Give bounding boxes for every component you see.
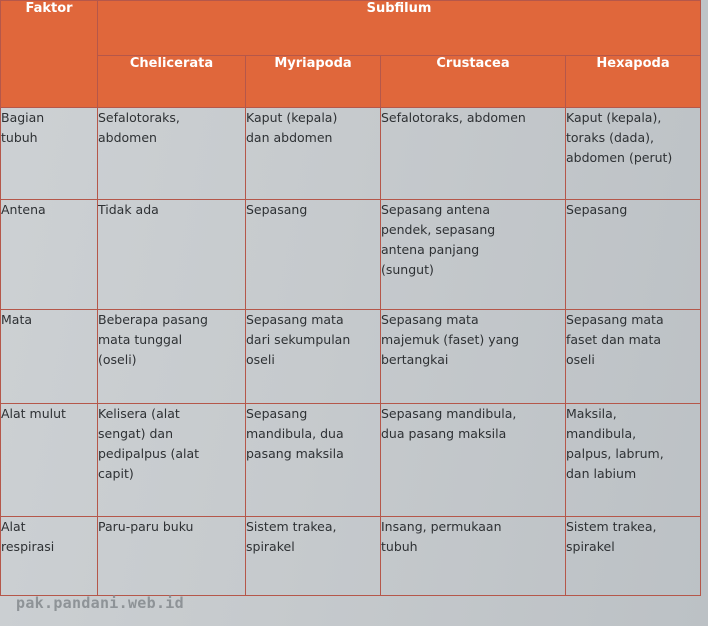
cell-line: oseli <box>246 352 275 367</box>
column-header: Chelicerata <box>98 56 246 108</box>
table-cell <box>246 310 381 404</box>
cell-line: pedipalpus (alat <box>98 446 200 461</box>
table-row <box>1 108 701 200</box>
cell-line: Alat <box>1 519 26 534</box>
cell-line: dan labium <box>566 466 637 481</box>
cell-line: majemuk (faset) yang <box>381 332 520 347</box>
table-cell <box>98 404 246 517</box>
factor-cell <box>1 200 98 310</box>
factor-cell <box>1 108 98 200</box>
table-cell <box>566 108 701 200</box>
table-row <box>1 517 701 596</box>
cell-line: Sepasang mata <box>381 312 479 327</box>
cell-line: palpus, labrum, <box>566 446 664 461</box>
cell-line: Bagian <box>1 110 45 125</box>
cell-line: Sepasang mandibula, <box>381 406 517 421</box>
cell-line: capit) <box>98 466 134 481</box>
table-cell <box>246 404 381 517</box>
cell-line: Tidak ada <box>98 202 159 217</box>
cell-line: mandibula, <box>566 426 637 441</box>
table-cell <box>381 310 566 404</box>
cell-line: pendek, sepasang <box>381 222 496 237</box>
cell-line: (sungut) <box>381 262 434 277</box>
cell-line: Mata <box>1 312 33 327</box>
cell-line: toraks (dada), <box>566 130 654 145</box>
cell-line: mata tunggal <box>98 332 183 347</box>
column-header: Myriapoda <box>246 56 381 108</box>
cell-line: Sepasang <box>566 202 628 217</box>
table-cell <box>98 517 246 596</box>
cell-line: Alat mulut <box>1 406 66 421</box>
table-cell <box>566 404 701 517</box>
table-cell <box>246 200 381 310</box>
cell-line: tubuh <box>381 539 418 554</box>
table-row <box>1 200 701 310</box>
cell-line: Kelisera (alat <box>98 406 180 421</box>
cell-line: spirakel <box>246 539 295 554</box>
cell-line: Paru-paru buku <box>98 519 194 534</box>
cell-line: antena panjang <box>381 242 480 257</box>
table-cell <box>98 310 246 404</box>
cell-line: oseli <box>566 352 595 367</box>
column-header: Hexapoda <box>566 56 701 108</box>
cell-line: Sefalotoraks, <box>98 110 180 125</box>
table-cell <box>381 517 566 596</box>
table-cell <box>98 108 246 200</box>
cell-line: Maksila, <box>566 406 617 421</box>
cell-line: Sepasang mata <box>246 312 344 327</box>
cell-line: Sistem trakea, <box>246 519 337 534</box>
factor-cell <box>1 404 98 517</box>
table-row <box>1 310 701 404</box>
cell-line: Sefalotoraks, abdomen <box>381 110 526 125</box>
cell-line: Beberapa pasang <box>98 312 208 327</box>
table-cell <box>566 517 701 596</box>
cell-line: dua pasang maksila <box>381 426 507 441</box>
factor-cell <box>1 517 98 596</box>
cell-line: Kaput (kepala) <box>246 110 338 125</box>
cell-line: dan abdomen <box>246 130 333 145</box>
table-cell <box>246 517 381 596</box>
cell-line: sengat) dan <box>98 426 173 441</box>
watermark: pak.pandani.web.id <box>16 594 184 612</box>
cell-line: dari sekumpulan <box>246 332 351 347</box>
cell-line: abdomen (perut) <box>566 150 673 165</box>
table-cell <box>381 200 566 310</box>
header-subfilum: Subfilum <box>98 1 701 56</box>
table-cell <box>98 200 246 310</box>
cell-line: mandibula, dua <box>246 426 344 441</box>
table-cell <box>381 108 566 200</box>
cell-line: Sepasang <box>246 202 308 217</box>
cell-line: Sepasang mata <box>566 312 664 327</box>
cell-line: abdomen <box>98 130 157 145</box>
header-factor: Faktor <box>1 1 98 108</box>
cell-line: respirasi <box>1 539 55 554</box>
cell-line: (oseli) <box>98 352 137 367</box>
table-cell <box>246 108 381 200</box>
cell-line: pasang maksila <box>246 446 344 461</box>
table-cell <box>566 310 701 404</box>
table-cell <box>381 404 566 517</box>
cell-line: Antena <box>1 202 46 217</box>
table-row <box>1 404 701 517</box>
table-cell <box>566 200 701 310</box>
cell-line: Kaput (kepala), <box>566 110 662 125</box>
cell-line: Insang, permukaan <box>381 519 502 534</box>
cell-line: Sepasang antena <box>381 202 490 217</box>
factor-cell <box>1 310 98 404</box>
cell-line: bertangkai <box>381 352 449 367</box>
cell-line: faset dan mata <box>566 332 662 347</box>
cell-line: tubuh <box>1 130 38 145</box>
cell-line: Sistem trakea, <box>566 519 657 534</box>
cell-line: spirakel <box>566 539 615 554</box>
column-header: Crustacea <box>381 56 566 108</box>
cell-line: Sepasang <box>246 406 308 421</box>
